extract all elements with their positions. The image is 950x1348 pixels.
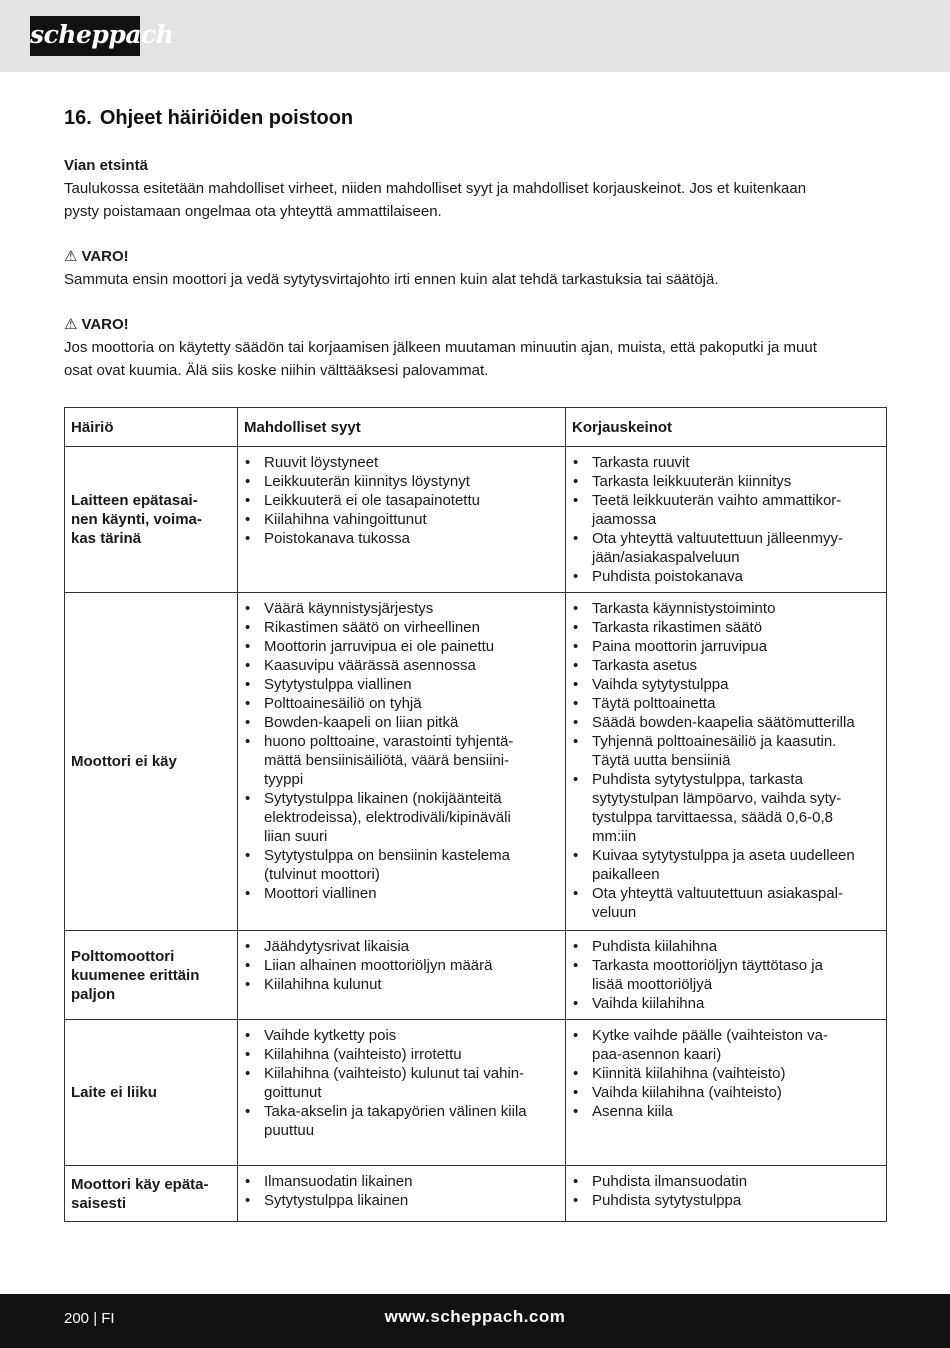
causes-list xyxy=(244,453,561,548)
causes-list xyxy=(244,1172,561,1210)
list-item: • Tarkasta rikastimen säätö xyxy=(572,618,882,637)
list-item: • Väärä käynnistysjärjestys xyxy=(244,599,561,618)
list-item: • Puhdista ilmansuodatin xyxy=(572,1172,882,1191)
list-item: • Puhdista poistokanava xyxy=(572,567,882,586)
fault-cell xyxy=(65,931,238,1020)
list-item: • Kaasuvipu väärässä asennossa xyxy=(244,656,561,675)
remedies-cell xyxy=(566,1166,887,1222)
remedies-list xyxy=(572,599,882,922)
list-item: • Täytä polttoainetta xyxy=(572,694,882,713)
list-item: • Poistokanava tukossa xyxy=(244,529,561,548)
list-item: • Sytytystulppa likainen xyxy=(244,1191,561,1210)
list-item: • Paina moottorin jarruvipua xyxy=(572,637,882,656)
list-item: • Sytytystulppa viallinen xyxy=(244,675,561,694)
causes-cell xyxy=(238,593,566,931)
warning-label-1: ⚠ VARO! xyxy=(64,248,129,265)
list-item: • Vaihda kiilahihna (vaihteisto) xyxy=(572,1083,882,1102)
list-item: • Kytke vaihde päälle (vaihteiston va- paa-asennon kaari) xyxy=(572,1026,882,1064)
page-number: 200 | FI xyxy=(64,1310,115,1327)
table-row xyxy=(65,1166,887,1222)
section-title: Ohjeet häiriöiden poistoon xyxy=(99,107,354,129)
header-causes: Mahdolliset syyt xyxy=(238,408,566,447)
list-item: • Asenna kiila xyxy=(572,1102,882,1121)
list-item: • Ota yhteyttä valtuutettuun asiakaspal- veluun xyxy=(572,884,882,922)
causes-list xyxy=(244,1026,561,1140)
list-item: • Moottori viallinen xyxy=(244,884,561,903)
list-item: • Taka-akselin ja takapyörien välinen kiila puuttuu xyxy=(244,1102,561,1140)
fault-text: saisesti xyxy=(71,1194,127,1212)
fault-cell xyxy=(65,447,238,593)
list-item: • Tarkasta leikkuuterän kiinnitys xyxy=(572,472,882,491)
fault-text: kuumenee erittäin xyxy=(71,966,200,984)
list-item: • Vaihde kytketty pois xyxy=(244,1026,561,1045)
remedies-cell xyxy=(566,447,887,593)
list-item: • Bowden-kaapeli on liian pitkä xyxy=(244,713,561,732)
causes-cell xyxy=(238,1166,566,1222)
fault-text: Polttomoottori xyxy=(71,947,175,965)
table-row xyxy=(65,931,887,1020)
list-item: • Liian alhainen moottoriöljyn määrä xyxy=(244,956,561,975)
list-item: • Jäähdytysrivat likaisia xyxy=(244,937,561,956)
page-title xyxy=(64,107,353,130)
warning-label-2: ⚠ VARO! xyxy=(64,316,129,333)
list-item: • huono polttoaine, varastointi tyhjentä- mättä bensiinisäiliötä, väärä bensiini- tyyppi xyxy=(244,732,561,789)
causes-cell xyxy=(238,1020,566,1166)
intro-paragraph: Taulukossa esitetään mahdolliset virheet, niiden mahdolliset syyt ja mahdolliset korjauskeinot. Jos et kuitenkaan pysty poistamaan ongelmaa ota yhteyttä ammattilaiseen. xyxy=(64,180,807,220)
warning-text-1: Sammuta ensin moottori ja vedä sytytysvirtajohto irti ennen kuin alat tehdä tarkastuksia tai säätöjä. xyxy=(64,271,719,288)
list-item: • Kiilahihna (vaihteisto) kulunut tai vahin- goittunut xyxy=(244,1064,561,1102)
list-item: • Teetä leikkuuterän vaihto ammattikor- jaamossa xyxy=(572,491,882,529)
causes-list xyxy=(244,937,561,994)
remedies-list xyxy=(572,1172,882,1210)
list-item: • Kiilahihna vahingoittunut xyxy=(244,510,561,529)
list-item: • Puhdista sytytystulppa, tarkasta sytytystulpan lämpöarvo, vaihda syty- tystulppa tarvittaessa, säädä 0,6-0,8 mm:iin xyxy=(572,770,882,846)
list-item: • Puhdista kiilahihna xyxy=(572,937,882,956)
header-fault: Häiriö xyxy=(65,408,238,447)
causes-cell xyxy=(238,931,566,1020)
table-row xyxy=(65,593,887,931)
list-item: • Tarkasta ruuvit xyxy=(572,453,882,472)
remedies-list xyxy=(572,453,882,586)
list-item: • Moottorin jarruvipua ei ole painettu xyxy=(244,637,561,656)
list-item: • Ota yhteyttä valtuutettuun jälleenmyy- jään/asiakaspalveluun xyxy=(572,529,882,567)
fault-cell xyxy=(65,1166,238,1222)
fault-text: paljon xyxy=(71,985,116,1003)
fault-text: nen käynti, voima- xyxy=(71,511,202,528)
list-item: • Säädä bowden-kaapelia säätömutterilla xyxy=(572,713,882,732)
list-item: • Tarkasta käynnistystoiminto xyxy=(572,599,882,618)
warning-triangle-icon: ⚠ xyxy=(64,248,78,265)
warning-text-2: Jos moottoria on käytetty säädön tai korjaamisen jälkeen muutaman minuutin ajan, muista, että pakoputki ja muut osat ovat kuumia. Älä siis koske niihin välttääksesi palovammat. xyxy=(64,339,817,379)
brand-logo: scheppach xyxy=(30,16,140,56)
list-item: • Sytytystulppa likainen (nokijäänteitä elektrodeissa), elektrodiväli/kipinäväli liian suuri xyxy=(244,789,561,846)
remedies-list xyxy=(572,1026,882,1121)
troubleshooting-table xyxy=(64,407,887,1222)
list-item: • Vaihda kiilahihna xyxy=(572,994,882,1013)
table-row xyxy=(65,1020,887,1166)
causes-cell xyxy=(238,447,566,593)
header-remedies: Korjauskeinot xyxy=(566,408,887,447)
list-item: • Leikkuuterä ei ole tasapainotettu xyxy=(244,491,561,510)
section-number: 16. xyxy=(64,107,92,129)
remedies-cell xyxy=(566,593,887,931)
list-item: • Tarkasta moottoriöljyn täyttötaso ja lisää moottoriöljyä xyxy=(572,956,882,994)
list-item: • Vaihda sytytystulppa xyxy=(572,675,882,694)
list-item: • Kuivaa sytytystulppa ja aseta uudelleen paikalleen xyxy=(572,846,882,884)
fault-cell xyxy=(65,593,238,931)
list-item: • Tarkasta asetus xyxy=(572,656,882,675)
fault-cell xyxy=(65,1020,238,1166)
table-row xyxy=(65,447,887,593)
fault-text: Laitteen epätasai- xyxy=(71,492,198,509)
header-band xyxy=(0,0,950,72)
list-item: • Ilmansuodatin likainen xyxy=(244,1172,561,1191)
list-item: • Kiinnitä kiilahihna (vaihteisto) xyxy=(572,1064,882,1083)
list-item: • Tyhjennä polttoainesäiliö ja kaasutin. Täytä uutta bensiiniä xyxy=(572,732,882,770)
subheading: Vian etsintä xyxy=(64,157,148,174)
fault-text: Laite ei liiku xyxy=(71,1084,157,1101)
remedies-cell xyxy=(566,1020,887,1166)
remedies-cell xyxy=(566,931,887,1020)
list-item: • Ruuvit löystyneet xyxy=(244,453,561,472)
fault-text: Moottori käy epäta- xyxy=(71,1175,209,1193)
list-item: • Polttoainesäiliö on tyhjä xyxy=(244,694,561,713)
list-item: • Kiilahihna (vaihteisto) irrotettu xyxy=(244,1045,561,1064)
fault-text: kas tärinä xyxy=(71,530,142,547)
warning-triangle-icon: ⚠ xyxy=(64,316,78,333)
footer xyxy=(0,1294,950,1348)
list-item: • Leikkuuterän kiinnitys löystynyt xyxy=(244,472,561,491)
list-item: • Puhdista sytytystulppa xyxy=(572,1191,882,1210)
list-item: • Kiilahihna kulunut xyxy=(244,975,561,994)
causes-list xyxy=(244,599,561,903)
list-item: • Rikastimen säätö on virheellinen xyxy=(244,618,561,637)
table-header-row xyxy=(65,408,887,447)
fault-text: Moottori ei käy xyxy=(71,753,177,770)
list-item: • Sytytystulppa on bensiinin kastelema (tulvinut moottori) xyxy=(244,846,561,884)
footer-url: www.scheppach.com xyxy=(384,1307,566,1326)
remedies-list xyxy=(572,937,882,1013)
